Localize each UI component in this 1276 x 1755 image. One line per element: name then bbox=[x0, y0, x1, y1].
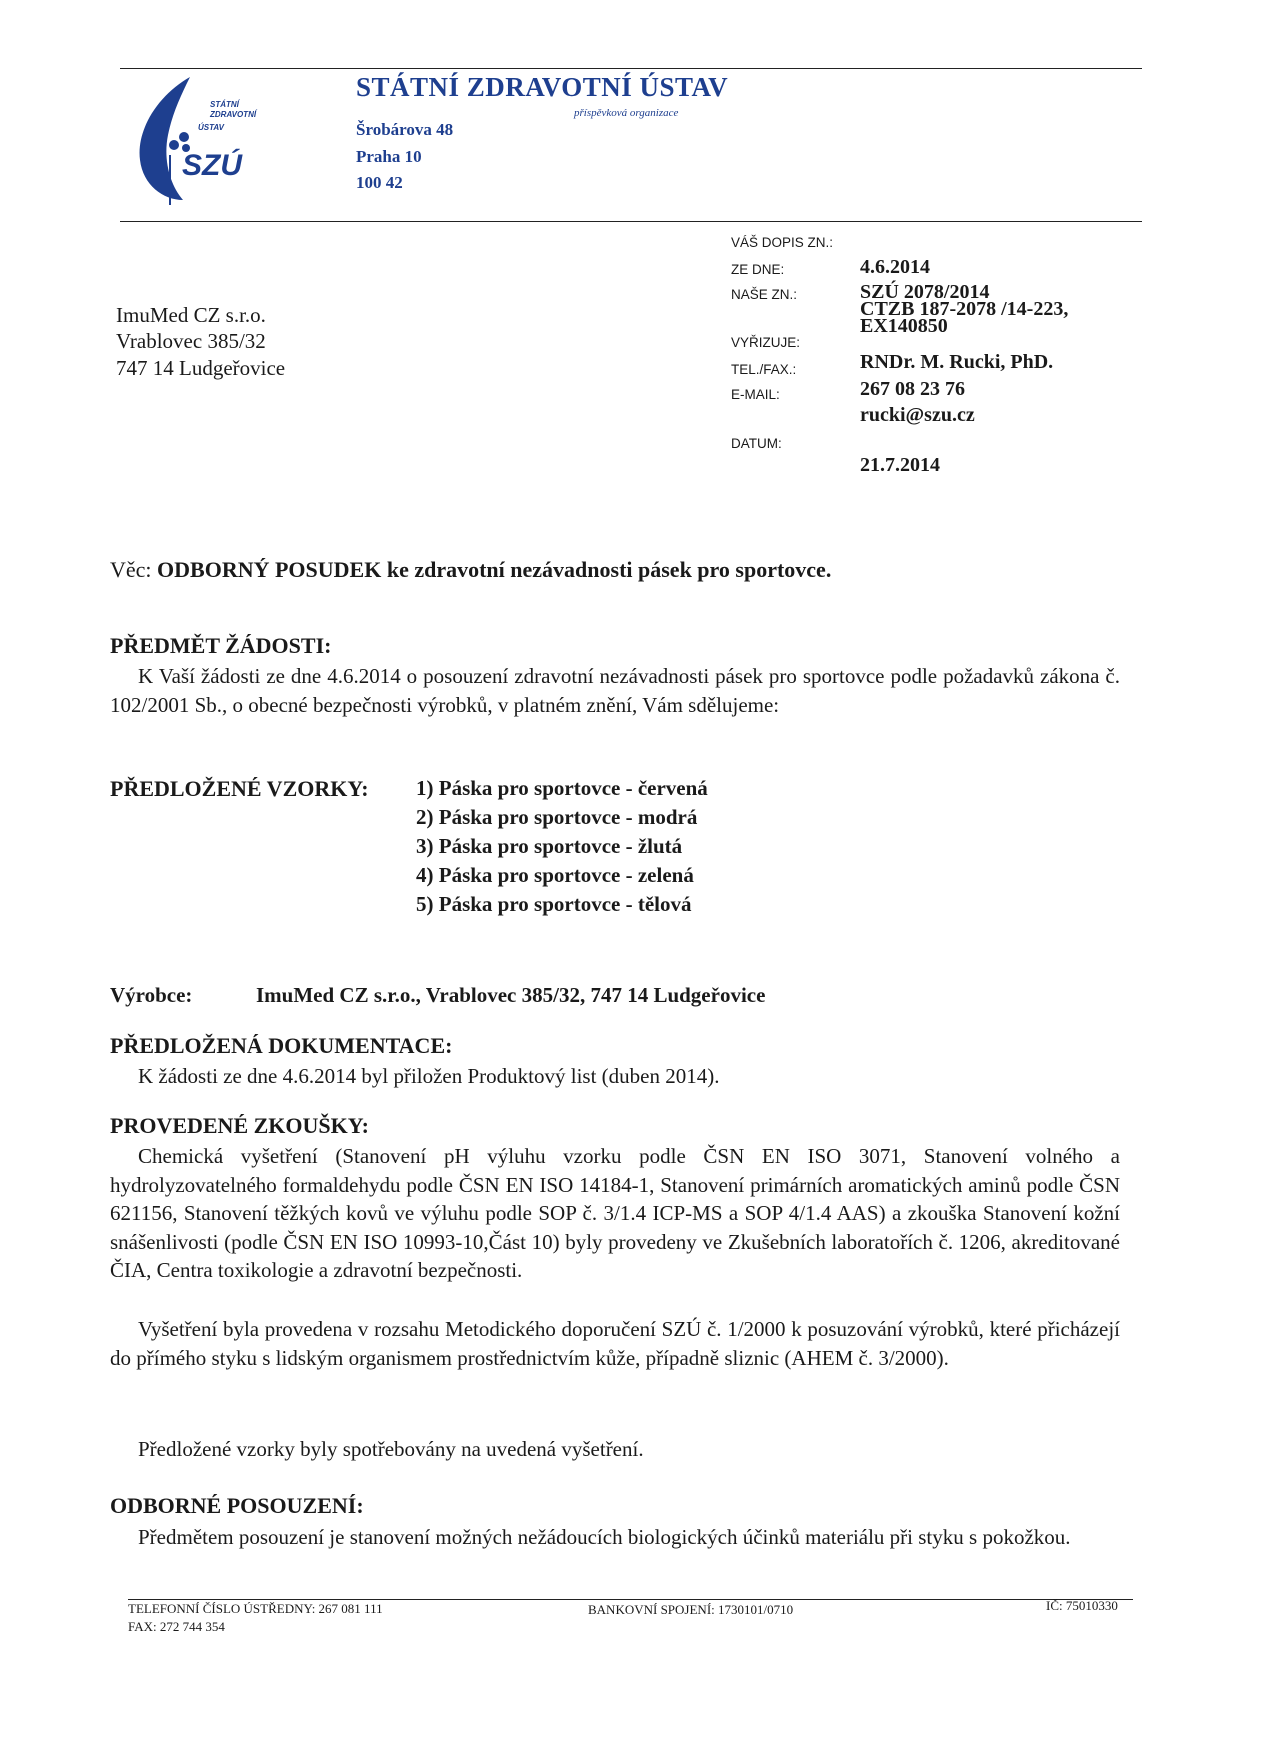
institution-city: Praha 10 bbox=[356, 147, 422, 166]
szu-logo bbox=[128, 75, 298, 210]
assessment-text: Předmětem posouzení je stanovení možných nežádoucích biologických účinků materiálu při styku s pokožkou. bbox=[138, 1525, 1071, 1549]
sample-item: 1) Páska pro sportovce - červená bbox=[416, 776, 708, 800]
logo-abbrev: SZÚ bbox=[182, 149, 242, 182]
subject-line bbox=[110, 557, 831, 583]
subject-prefix: Věc: bbox=[110, 557, 158, 582]
institution-street: Šrobárova 48 bbox=[356, 120, 454, 139]
recipient-company: ImuMed CZ s.r.o. bbox=[116, 303, 266, 327]
request-text: K Vaší žádosti ze dne 4.6.2014 o posouzení zdravotní nezávadnosti pásek pro sportovce podle požadavků zákona č. 102/2001 Sb., o obecné bezpečnosti výrobků, v platném znění, Vám sdělujeme: bbox=[110, 664, 1120, 717]
producer-value: ImuMed CZ s.r.o., Vrablovec 385/32, 747 14 Ludgeřovice bbox=[256, 983, 766, 1007]
letterhead-rule bbox=[120, 221, 1142, 222]
tests-heading: PROVEDENÉ ZKOUŠKY: bbox=[110, 1113, 369, 1138]
label-your-letter: VÁŠ DOPIS ZN.: bbox=[731, 235, 834, 250]
institution-type: příspěvková organizace bbox=[574, 107, 679, 119]
value-handled-by: RNDr. M. Rucki, PhD. bbox=[860, 351, 1054, 373]
value-email: rucki@szu.cz bbox=[860, 404, 975, 426]
logo-line-1: STÁTNÍ bbox=[210, 100, 239, 109]
label-our-ref: NAŠE ZN.: bbox=[731, 287, 798, 302]
label-handled-by: VYŘIZUJE: bbox=[731, 335, 801, 350]
label-letter-date: ZE DNE: bbox=[731, 262, 785, 277]
value-date: 21.7.2014 bbox=[860, 454, 940, 476]
logo-line-2: ZDRAVOTNÍ bbox=[210, 110, 257, 119]
value-our-ref-3: EX140850 bbox=[860, 315, 948, 337]
label-email: E-MAIL: bbox=[731, 387, 780, 402]
label-phone-fax: TEL./FAX.: bbox=[731, 362, 797, 377]
recipient-street: Vrablovec 385/32 bbox=[116, 329, 266, 353]
footer-bank: BANKOVNÍ SPOJENÍ: 1730101/0710 bbox=[588, 1602, 794, 1617]
sample-item: 3) Páska pro sportovce - žlutá bbox=[416, 834, 683, 858]
documentation-text: K žádosti ze dne 4.6.2014 byl přiložen Produktový list (duben 2014). bbox=[138, 1064, 720, 1088]
sample-item: 5) Páska pro sportovce - tělová bbox=[416, 892, 692, 916]
tests-paragraph-1: Chemická vyšetření (Stanovení pH výluhu vzorku podle ČSN EN ISO 3071, Stanovení volného a hydrolyzovatelného formaldehydu podle ČSN EN ISO 14184-1, Stanovení primárních aromatických aminů podle ČSN 621156, Stanovení těžkých kovů ve výluhu podle SOP č. 3/1.4 ICP-MS a SOP 4/1.4 AAS) a zkouška Stanovení kožní snášenlivosti (podle ČSN EN ISO 10993-10,Část 10) byly provedeny ve Zkušebních laboratořích č. 1206, akreditované ČIA, Centra toxikologie a zdravotní bezpečnosti. bbox=[110, 1144, 1120, 1282]
institution-postal-code: 100 42 bbox=[356, 173, 403, 192]
documentation-heading: PŘEDLOŽENÁ DOKUMENTACE: bbox=[110, 1033, 453, 1058]
value-phone: 267 08 23 76 bbox=[860, 378, 965, 400]
footer-fax: FAX: 272 744 354 bbox=[128, 1619, 225, 1634]
sample-item: 4) Páska pro sportovce - zelená bbox=[416, 863, 694, 887]
request-heading: PŘEDMĚT ŽÁDOSTI: bbox=[110, 633, 332, 658]
samples-label: PŘEDLOŽENÉ VZORKY: bbox=[110, 776, 369, 801]
subject-text: ODBORNÝ POSUDEK ke zdravotní nezávadnosti pásek pro sportovce. bbox=[157, 557, 832, 582]
footer-ico: IČ: 75010330 bbox=[1046, 1598, 1118, 1613]
logo-line-3: ÚSTAV bbox=[198, 123, 224, 132]
footer-phone: TELEFONNÍ ČÍSLO ÚSTŘEDNY: 267 081 111 bbox=[128, 1601, 383, 1616]
recipient-city: 747 14 Ludgeřovice bbox=[116, 356, 286, 380]
sample-item: 2) Páska pro sportovce - modrá bbox=[416, 805, 698, 829]
top-rule bbox=[120, 68, 1142, 69]
tests-paragraph-3: Předložené vzorky byly spotřebovány na uvedená vyšetření. bbox=[138, 1437, 644, 1461]
footer-rule bbox=[128, 1599, 1133, 1600]
value-our-ref-1: SZÚ 2078/2014 bbox=[860, 281, 990, 303]
value-our-ref-2: CTZB 187-2078 /14-223, bbox=[860, 298, 1069, 320]
assessment-heading: ODBORNÉ POSOUZENÍ: bbox=[110, 1493, 364, 1518]
label-date: DATUM: bbox=[731, 436, 782, 451]
value-letter-date: 4.6.2014 bbox=[860, 256, 930, 278]
tests-paragraph-2: Vyšetření byla provedena v rozsahu Metodického doporučení SZÚ č. 1/2000 k posuzování výrobků, které přicházejí do přímého styku s lidským organismem prostřednictvím kůže, případně sliznic (AHEM č. 3/2000). bbox=[110, 1317, 1120, 1370]
institution-name: STÁTNÍ ZDRAVOTNÍ ÚSTAV bbox=[356, 72, 729, 102]
producer-label: Výrobce: bbox=[110, 983, 193, 1007]
